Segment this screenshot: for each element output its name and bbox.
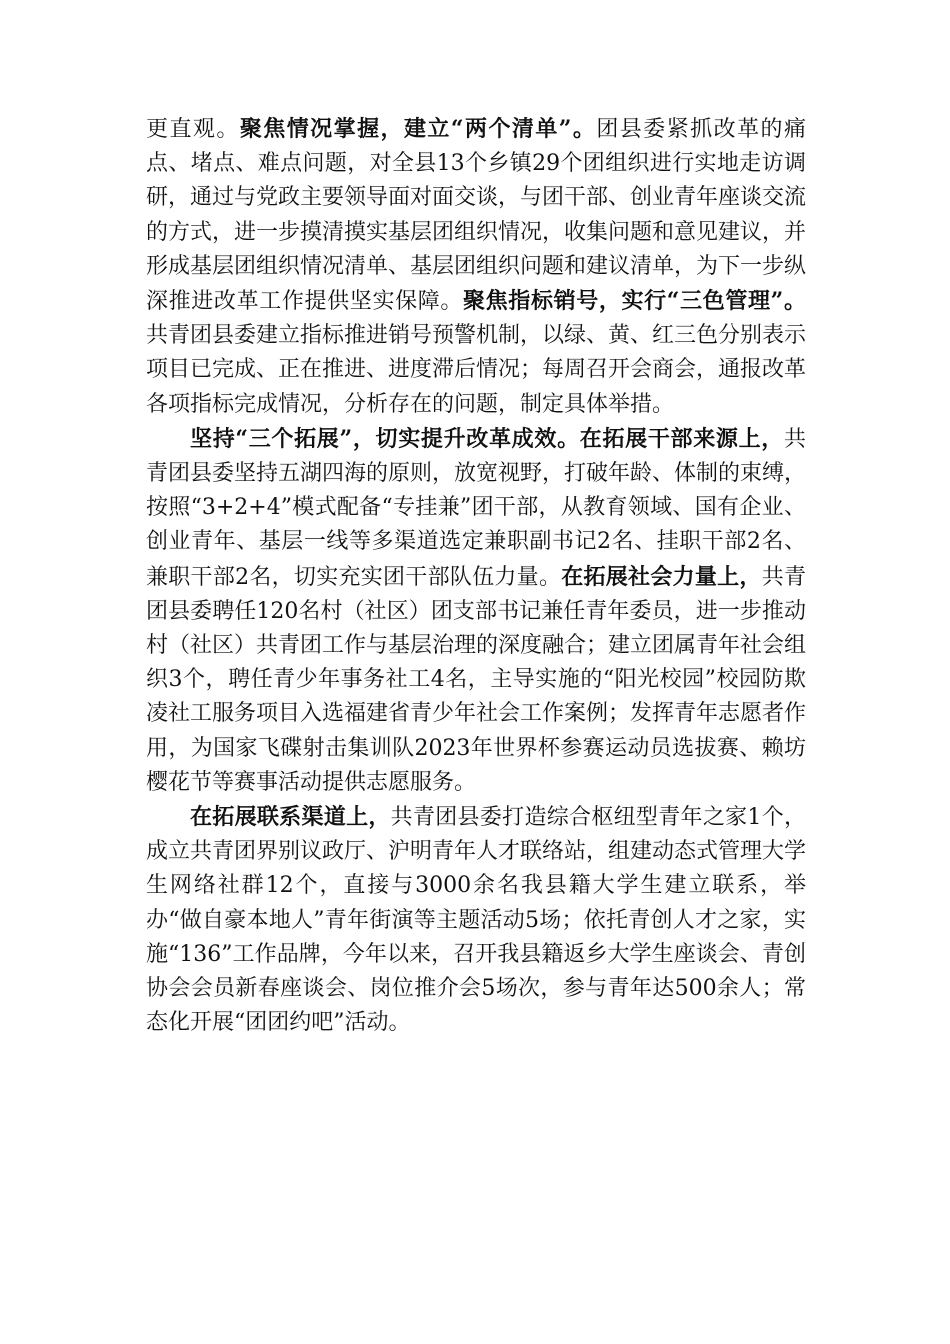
heading-contact-channels: 在拓展联系渠道上， xyxy=(190,804,391,831)
heading-two-lists: 聚焦情况掌握，建立“两个清单”。 xyxy=(239,116,597,142)
paragraph-2 xyxy=(146,422,806,800)
text-run: 共青团县委建立指标推进销号预警机制，以绿、黄、红三色分别表示项目已完成、正在推进、进度滞后情况；每周召开会商会，通报改革各项指标完成情况，分析存在的问题，制定具体举措。 xyxy=(146,323,807,417)
text-run: 共青团县委聘任120名村（社区）团支部书记兼任青年委员，进一步推动村（社区）共青团工作与基层治理的深度融合；建立团属青年社会组织3个，聘任青少年事务社工4名，主导实施的“阳光校园”校园防欺凌社工服务项目入选福建省青少年社会工作案例；发挥青年志愿者作用，为国家飞碟射击集训队2023年世界杯参赛运动员选拔赛、赖坊樱花节等赛事活动提供志愿服务。 xyxy=(146,564,807,795)
heading-three-expansions: 坚持“三个拓展”，切实提升改革成效。在拓展干部来源上， xyxy=(190,425,784,452)
paragraph-3 xyxy=(146,800,806,1040)
text-run: 共青团县委坚持五湖四海的原则，放宽视野，打破年龄、体制的束缚，按照“3+2+4”模式配备“专挂兼”团干部，从教育领域、国有企业、创业青年、基层一线等多渠道选定兼职副书记2名、挂职干部2名、兼职干部2名，切实充实团干部队伍力量。 xyxy=(146,426,807,590)
text-run: 更直观。 xyxy=(146,117,240,142)
paragraph-1 xyxy=(146,112,806,422)
text-run: 团县委紧抓改革的痛点、堵点、难点问题，对全县13个乡镇29个团组织进行实地走访调研，通过与党政主要领导面对面交谈，与团干部、创业青年座谈交流的方式，进一步摸清摸实基层团组织情况，收集问题和意见建议，并形成基层团组织情况清单、基层团组织问题和建议清单，为下一步纵深推进改革工作提供坚实保障。 xyxy=(146,117,807,315)
heading-three-color-management: 聚焦指标销号，实行“三色管理”。 xyxy=(463,288,806,315)
heading-social-forces: 在拓展社会力量上， xyxy=(561,563,762,590)
document-page xyxy=(146,112,806,1040)
text-run: 共青团县委打造综合枢纽型青年之家1个，成立共青团界别议政厅、沪明青年人才联络站，组建动态式管理大学生网络社群12个，直接与3000余名我县籍大学生建立联系，举办“做自豪本地人”青年街演等主题活动5场；依托青创人才之家，实施“136”工作品牌，今年以来，召开我县籍返乡大学生座谈会、青创协会会员新春座谈会、岗位推介会5场次，参与青年达500余人；常态化开展“团团约吧”活动。 xyxy=(146,805,807,1036)
